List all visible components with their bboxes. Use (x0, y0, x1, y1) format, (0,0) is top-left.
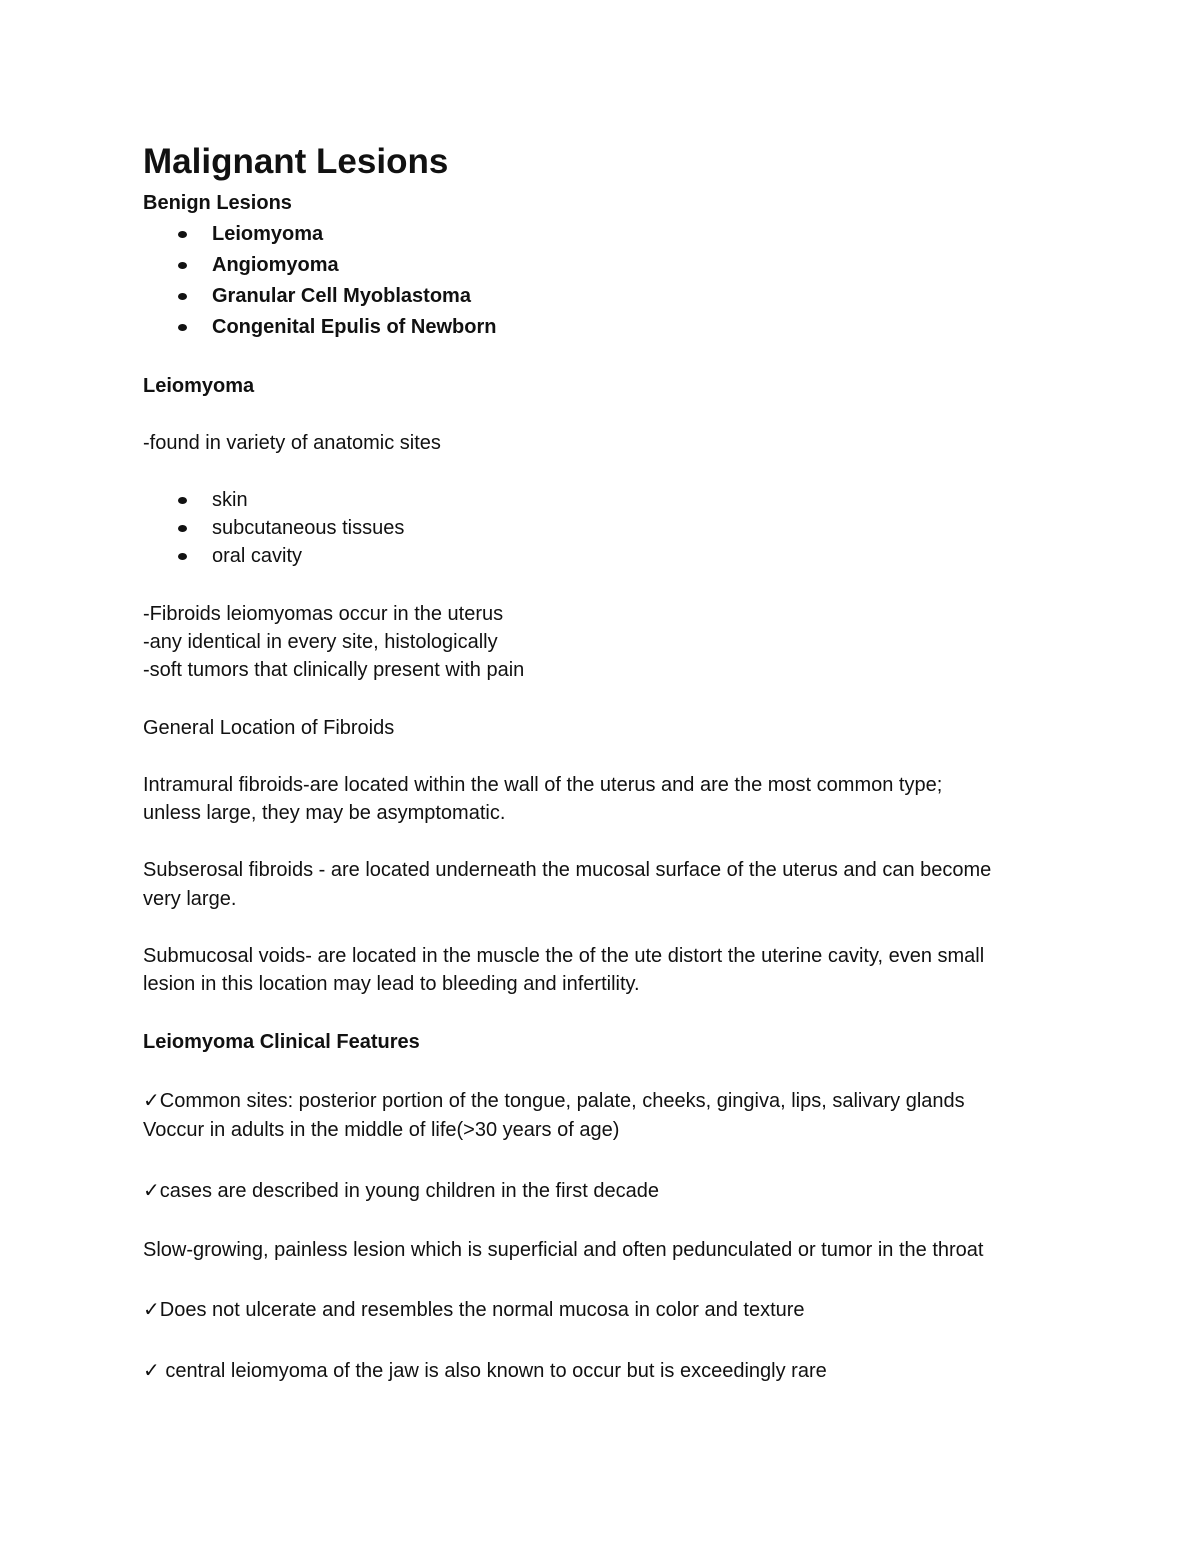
intramural-text: unless large, they may be asymptomatic. (143, 802, 506, 824)
bullet-icon (178, 231, 187, 238)
submucosal-text: lesion in this location may lead to bleeding and infertility. (143, 973, 640, 995)
bullet-icon (178, 553, 187, 560)
found-line: -found in variety of anatomic sites (143, 432, 441, 454)
page-title: Malignant Lesions (143, 142, 449, 181)
bullet-icon (178, 262, 187, 269)
note-line: -soft tumors that clinically present with pain (143, 659, 525, 681)
clinical-feature-line: Voccur in adults in the middle of life(>30 years of age) (143, 1119, 620, 1141)
submucosal-text: Submucosal voids- are located in the muscle the of the ute distort the uterine cavity, even small (143, 945, 985, 967)
subserosal-text: Subserosal fibroids - are located underneath the mucosal surface of the uterus and can become (143, 859, 992, 881)
clinical-feature-line: ✓ central leiomyoma of the jaw is also known to occur but is exceedingly rare (143, 1360, 827, 1382)
clinical-feature-line: ✓Common sites: posterior portion of the tongue, palate, cheeks, gingiva, lips, salivary glands (143, 1090, 965, 1112)
note-line: -any identical in every site, histologically (143, 631, 498, 653)
benign-lesions-heading: Benign Lesions (143, 192, 292, 214)
leiomyoma-heading: Leiomyoma (143, 375, 255, 397)
subserosal-text: very large. (143, 888, 237, 910)
intramural-text: Intramural fibroids-are located within the wall of the uterus and are the most common type; (143, 774, 943, 796)
bullet-icon (178, 525, 187, 532)
clinical-feature-line: ✓Does not ulcerate and resembles the normal mucosa in color and texture (143, 1299, 805, 1321)
note-line: -Fibroids leiomyomas occur in the uterus (143, 603, 504, 625)
clinical-feature-line: Slow-growing, painless lesion which is superficial and often pedunculated or tumor in the throat (143, 1239, 984, 1261)
clinical-feature-line: ✓cases are described in young children in the first decade (143, 1180, 659, 1202)
bullet-icon (178, 324, 187, 331)
location-heading: General Location of Fibroids (143, 717, 395, 739)
bullet-icon (178, 293, 187, 300)
bullet-icon (178, 497, 187, 504)
clinical-features-heading: Leiomyoma Clinical Features (143, 1031, 420, 1053)
